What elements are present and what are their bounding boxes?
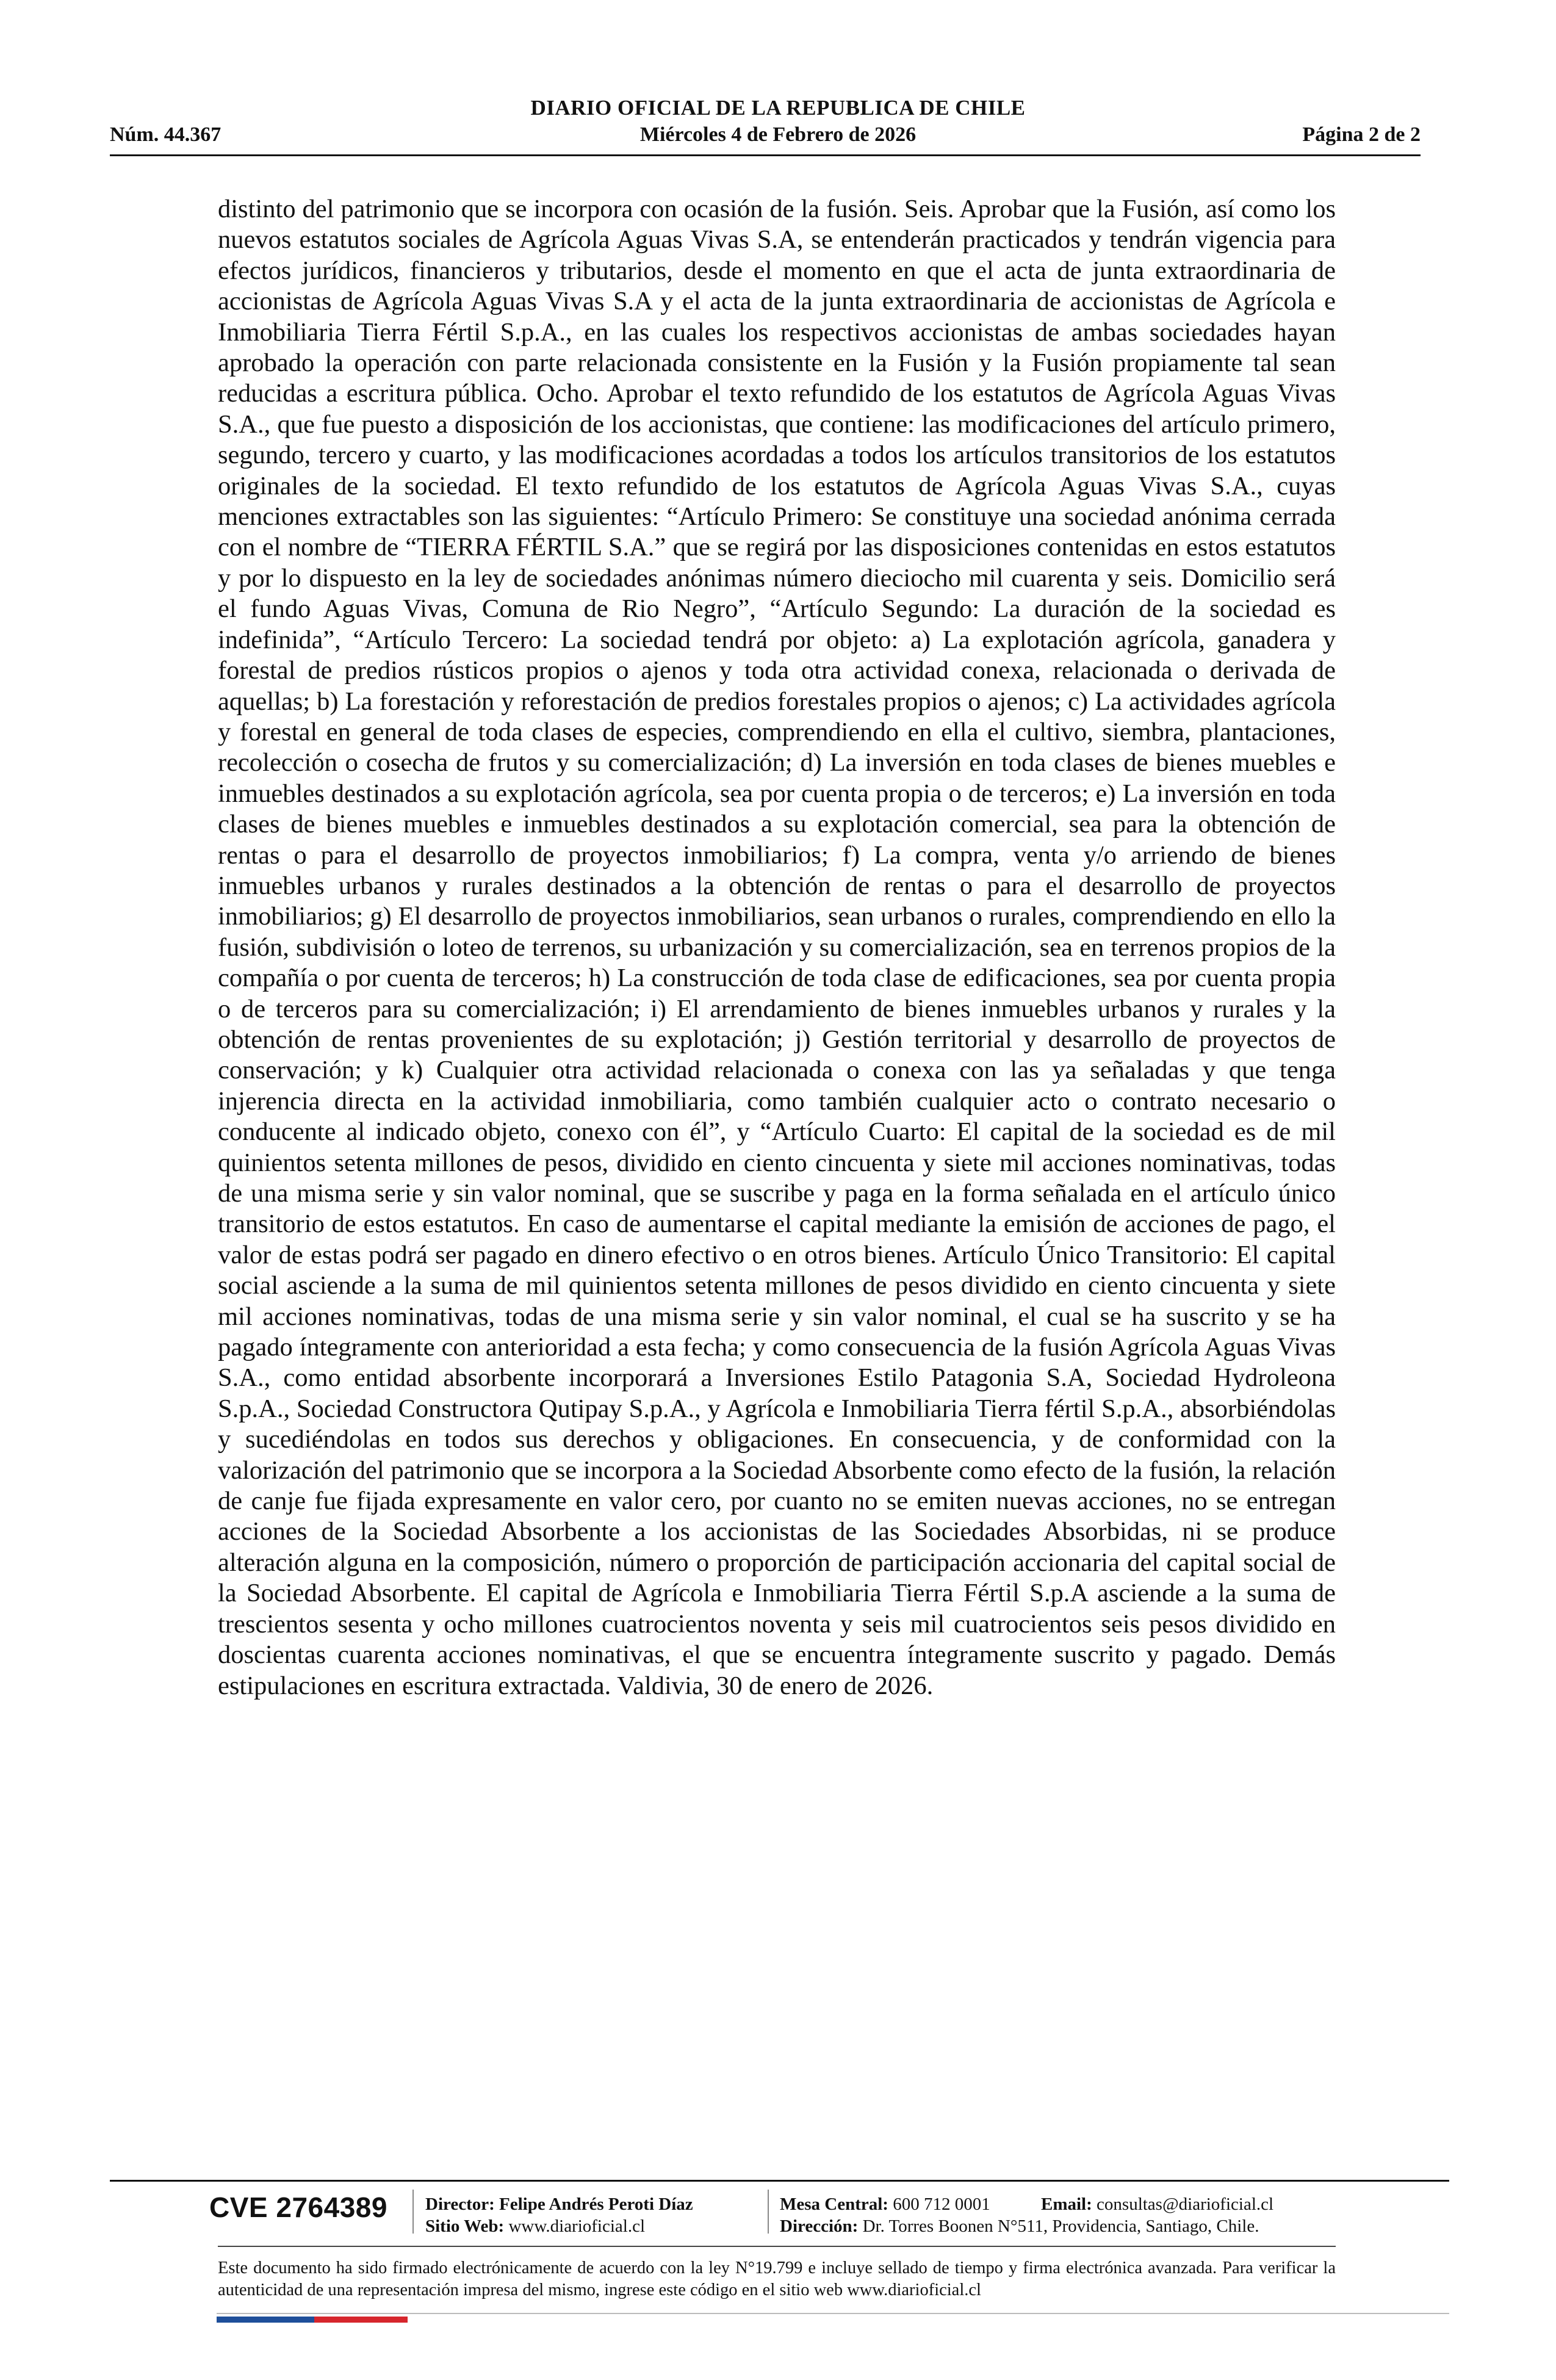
page-indicator: Página 2 de 2 [1302, 123, 1421, 146]
footer-divider-top [110, 2180, 1449, 2182]
footer-separator [768, 2190, 769, 2234]
address-label: Dirección: [780, 2216, 859, 2236]
email-link[interactable]: consultas@diarioficial.cl [1097, 2194, 1274, 2214]
website-line [425, 2215, 645, 2237]
flag-stripe-blue [217, 2317, 314, 2323]
director-name: Felipe Andrés Peroti Díaz [499, 2194, 693, 2214]
issue-number: Núm. 44.367 [110, 123, 222, 146]
phone-number: 600 712 0001 [893, 2194, 990, 2214]
publication-date: Miércoles 4 de Febrero de 2026 [639, 123, 917, 146]
address-line [780, 2215, 1259, 2237]
director-line [425, 2193, 693, 2215]
publication-title: DIARIO OFICIAL DE LA REPUBLICA DE CHILE [530, 96, 1026, 120]
phone-label: Mesa Central: [780, 2194, 888, 2214]
phone-line [780, 2193, 990, 2215]
footer-divider-bottom [217, 2313, 1449, 2314]
header-divider [110, 154, 1421, 156]
document-body: distinto del patrimonio que se incorpora con ocasión de la fusión. Seis. Aprobar que la Fusión, así como los nuevos estatutos sociales de Agrícola Aguas Vivas S.A, se entenderán practicados y tendrán vigencia para efectos jurídicos, financieros y tributarios, desde el momento en que el acta de junta extraordinaria de accionistas de Agrícola Aguas Vivas S.A y el acta de la junta extraordinaria de accionistas de Agrícola e Inmobiliaria Tierra Fértil S.p.A., en las cuales los respectivos accionistas de ambas sociedades hayan aprobado la operación con parte relacionada consistente en la Fusión y la Fusión propiamente tal sean reducidas a escritura pública. Ocho. Aprobar el texto refundido de los estatutos de Agrícola Aguas Vivas S.A., que fue puesto a disposición de los accionistas, que contiene: las modificaciones del artículo primero, segundo, tercero y cuarto, y las modificaciones acordadas a todos los artículos transitorios de los estatutos originales de la sociedad. El texto refundido de los estatutos de Agrícola Aguas Vivas S.A., cuyas menciones extractables son las siguientes: “Artículo Primero: Se constituye una sociedad anónima cerrada con el nombre de “TIERRA FÉRTIL S.A.” que se regirá por las disposiciones contenidas en estos estatutos y por lo dispuesto en la ley de sociedades anónimas número dieciocho mil cuarenta y seis. Domicilio será el fundo Aguas Vivas, Comuna de Rio Negro”, “Artículo Segundo: La duración de la sociedad es indefinida”, “Artículo Tercero: La sociedad tendrá por objeto: a) La explotación agrícola, ganadera y forestal de predios rústicos propios o ajenos y toda otra actividad conexa, relacionada o derivada de aquellas; b) La forestación y reforestación de predios forestales propios o ajenos; c) La actividades agrícola y forestal en general de toda clases de especies, comprendiendo en ella el cultivo, siembra, plantaciones, recolección o cosecha de frutos y su comercialización; d) La inversión en toda clases de bienes muebles e inmuebles destinados a su explotación agrícola, sea por cuenta propia o de terceros; e) La inversión en toda clases de bienes muebles e inmuebles destinados a su explotación comercial, sea para la obtención de rentas o para el desarrollo de proyectos inmobiliarios; f) La compra, venta y/o arriendo de bienes inmuebles urbanos y rurales destinados a la obtención de rentas o para el desarrollo de proyectos inmobiliarios; g) El desarrollo de proyectos inmobiliarios, sean urbanos o rurales, comprendiendo en ello la fusión, subdivisión o loteo de terrenos, su urbanización y su comercialización, sea en terrenos propios de la compañía o por cuenta de terceros; h) La construcción de toda clase de edificaciones, sea por cuenta propia o de terceros para su comercialización; i) El arrendamiento de bienes inmuebles urbanos y rurales y la obtención de rentas provenientes de su explotación; j) Gestión territorial y desarrollo de proyectos de conservación; y k) Cualquier otra actividad relacionada o conexa con las ya señaladas y que tenga injerencia directa en la actividad inmobiliaria, como también cualquier acto o contrato necesario o conducente al indicado objeto, conexo con él”, y “Artículo Cuarto: El capital de la sociedad es de mil quinientos setenta millones de pesos, dividido en ciento cincuenta y siete mil acciones nominativas, todas de una misma serie y sin valor nominal, que se suscribe y paga en la forma señalada en el artículo único transitorio de estos estatutos. En caso de aumentarse el capital mediante la emisión de acciones de pago, el valor de estas podrá ser pagado en dinero efectivo o en otros bienes. Artículo Único Transitorio: El capital social asciende a la suma de mil quinientos setenta millones de pesos dividido en ciento cincuenta y siete mil acciones nominativas, todas de una misma serie y sin valor nominal, el cual se ha suscrito y se ha pagado íntegramente con anterioridad a esta fecha; y como consecuencia de la fusión Agrícola Aguas Vivas S.A., como entidad absorbente incorporará a Inversiones Estilo Patagonia S.A, Sociedad Hydroleona S.p.A., Sociedad Constructora Qutipay S.p.A., y Agrícola e Inmobiliaria Tierra fértil S.p.A., absorbiéndolas y sucediéndolas en todos sus derechos y obligaciones. En consecuencia, y de conformidad con la valorización del patrimonio que se incorpora a la Sociedad Absorbente como efecto de la fusión, la relación de canje fue fijada expresamente en valor cero, por cuanto no se emiten nuevas acciones, no se entregan acciones de la Sociedad Absorbente a los accionistas de las Sociedades Absorbidas, ni se produce alteración alguna en la composición, número o proporción de participación accionaria del capital social de la Sociedad Absorbente. El capital de Agrícola e Inmobiliaria Tierra Fértil S.p.A asciende a la suma de trescientos sesenta y ocho millones cuatrocientos noventa y seis mil cuatrocientos seis pesos dividido en doscientas cuarenta acciones nominativas, el que se encuentra íntegramente suscrito y pagado. Demás estipulaciones en escritura extractada. Valdivia, 30 de enero de 2026. [218, 195, 1336, 1700]
cve-code: CVE 2764389 [209, 2191, 387, 2223]
address-text: Dr. Torres Boonen N°511, Providencia, Santiago, Chile. [862, 2216, 1259, 2236]
legal-note: Este documento ha sido firmado electrónicamente de acuerdo con la ley N°19.799 e incluye sellado de tiempo y firma electrónica avanzada. Para verificar la autenticidad de una representación impresa del mismo, ingrese este código en el sitio web www.diarioficial.cl [218, 2259, 1336, 2299]
website-link[interactable]: www.diarioficial.cl [508, 2216, 646, 2236]
footer-divider-mid [218, 2246, 1336, 2247]
flag-stripe-red [314, 2317, 408, 2323]
website-label: Sitio Web: [425, 2216, 505, 2236]
email-line [1041, 2193, 1273, 2215]
footer-separator [412, 2190, 414, 2234]
email-label: Email: [1041, 2194, 1092, 2214]
director-label: Director: [425, 2194, 495, 2214]
